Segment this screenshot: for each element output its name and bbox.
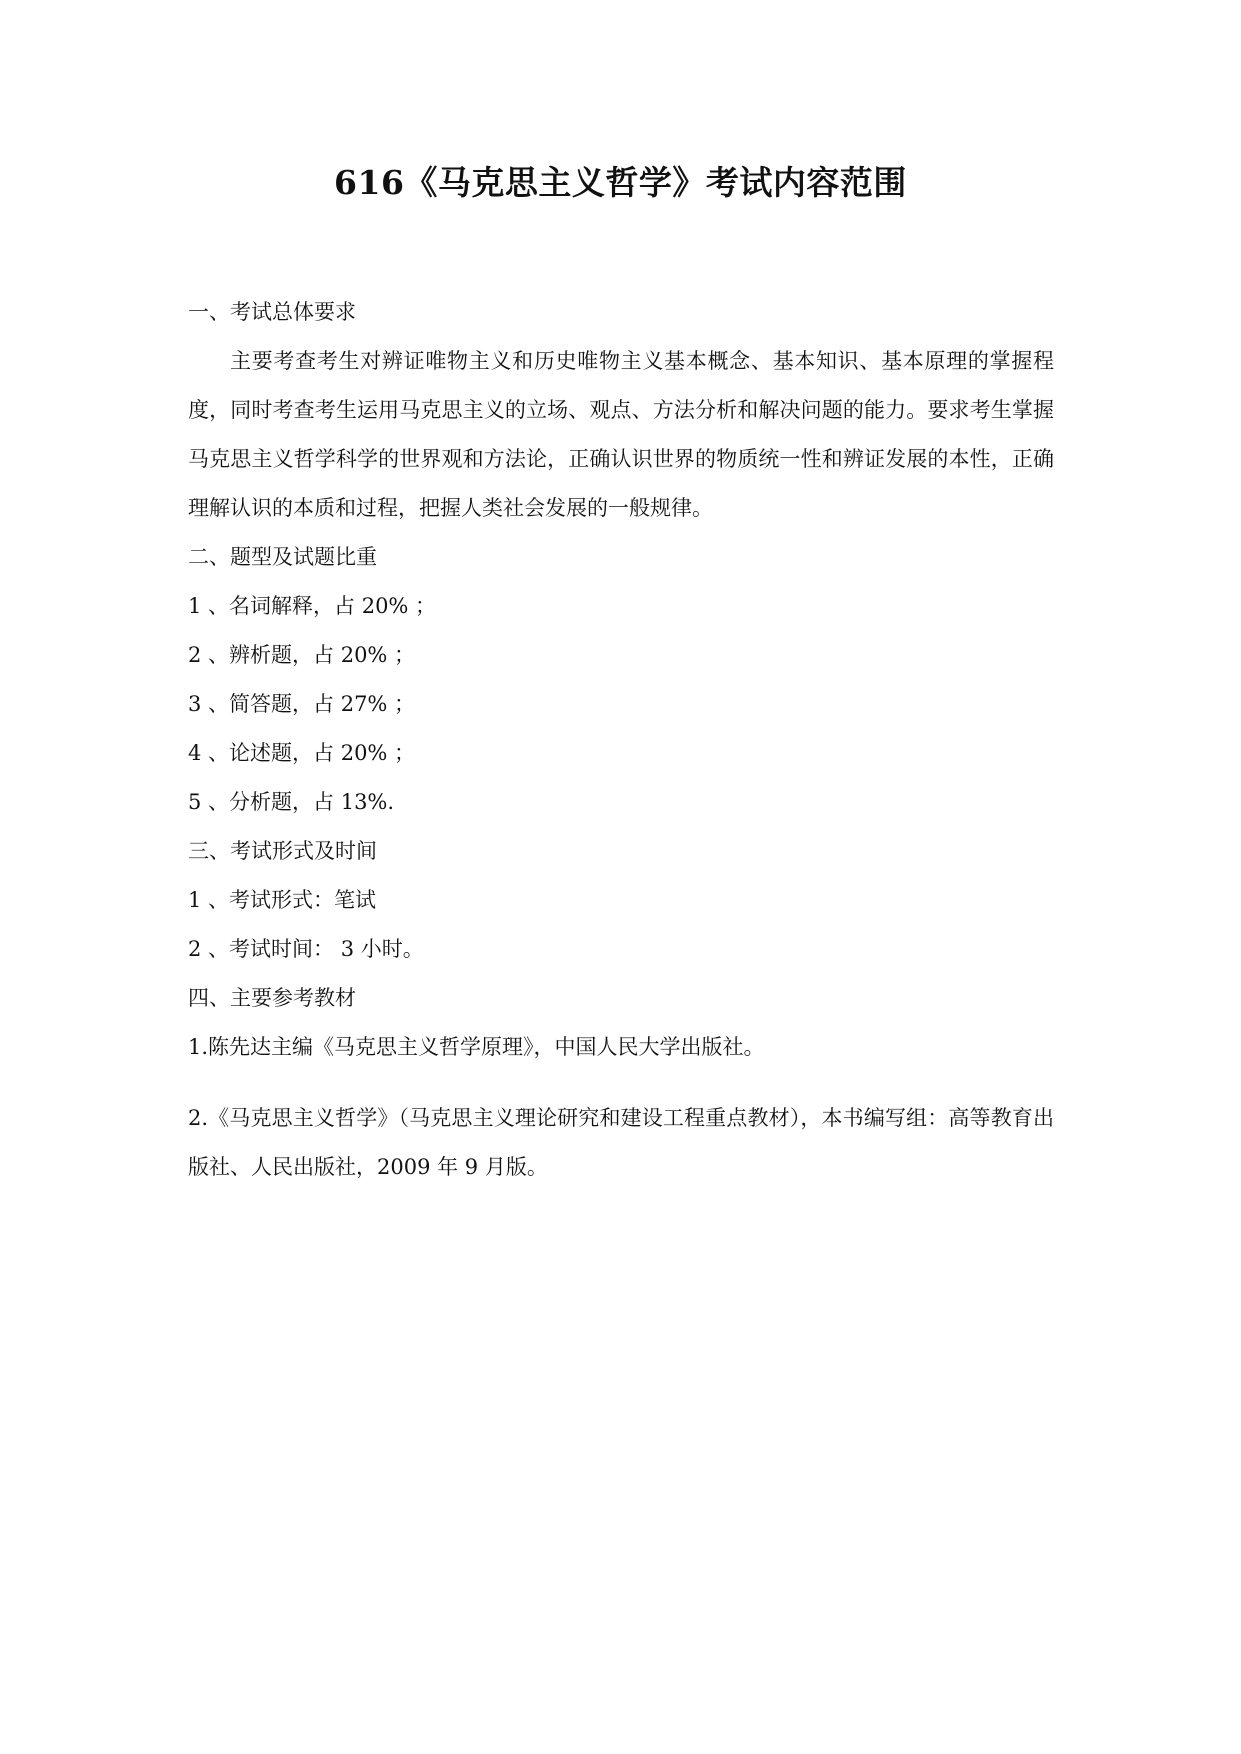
exam-format-item: 1 、考试形式：笔试 (188, 888, 377, 912)
section-heading-question-types: 二、题型及试题比重 (188, 545, 377, 569)
exam-time-item: 2 、考试时间： 3 小时。 (188, 937, 424, 961)
reference-item-1: 1.陈先达主编《马克思主义哲学原理》，中国人民大学出版社。 (188, 1035, 765, 1059)
section-heading-references: 四、主要参考教材 (188, 986, 356, 1010)
document-body (188, 288, 1054, 1192)
page-title: 616《马克思主义哲学》考试内容范围 (334, 163, 907, 202)
spacer (188, 1072, 1054, 1094)
question-type-item: 3 、简答题，占 27% ； (188, 692, 416, 716)
question-type-item: 4 、论述题，占 20% ； (188, 741, 416, 765)
requirements-paragraph: 主要考查考生对辨证唯物主义和历史唯物主义基本概念、基本知识、基本原理的掌握程度，同时考查考生运用马克思主义的立场、观点、方法分析和解决问题的能力。要求考生掌握马克思主义哲学科学的世界观和方法论，正确认识世界的物质统一性和辨证发展的本性，正确理解认识的本质和过程，把握人类社会发展的一般规律。 (188, 349, 1054, 520)
question-type-item: 5 、分析题，占 13%. (188, 790, 395, 814)
section-heading-requirements: 一、考试总体要求 (188, 300, 356, 324)
reference-item-2: 2.《马克思主义哲学》（马克思主义理论研究和建设工程重点教材），本书编写组：高等教育出版社、人民出版社，2009 年 9 月版。 (188, 1106, 1054, 1179)
section-heading-exam-format: 三、考试形式及时间 (188, 839, 377, 863)
question-type-item: 1 、名词解释，占 20% ； (188, 594, 437, 618)
question-type-item: 2 、辨析题，占 20% ； (188, 643, 416, 667)
